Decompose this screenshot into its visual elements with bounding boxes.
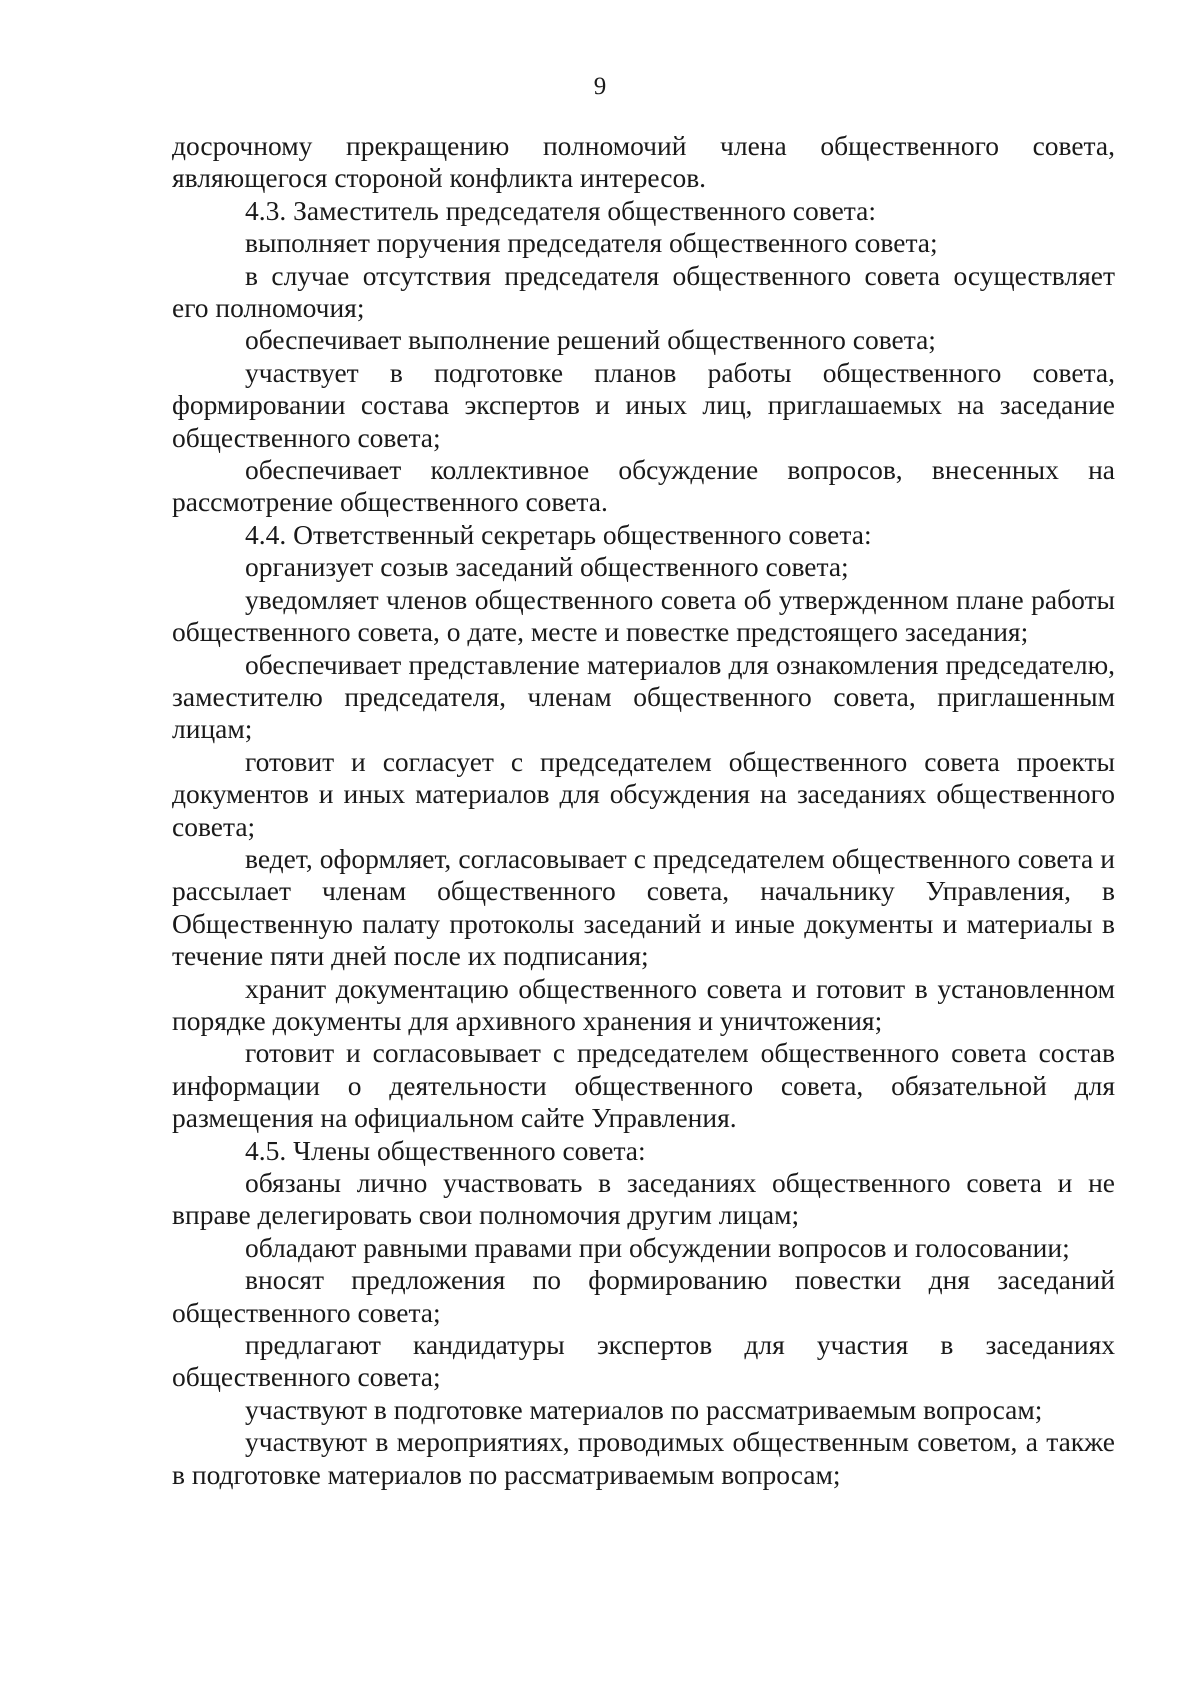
paragraph: обеспечивает коллективное обсуждение вопросов, внесенных на рассмотрение общественного совета. (172, 454, 1115, 518)
paragraph: готовит и согласовывает с председателем общественного совета состав информации о деятельности общественного совета, обязательной для размещения на официальном сайте Управления. (172, 1037, 1115, 1134)
page-number: 9 (593, 73, 607, 100)
paragraph: хранит документацию общественного совета и готовит в установленном порядке документы для архивного хранения и уничтожения; (172, 972, 1115, 1036)
paragraph: готовит и согласует с председателем общественного совета проекты документов и иных материалов для обсуждения на заседаниях общественного совета; (172, 745, 1115, 842)
paragraph: 4.4. Ответственный секретарь общественного совета: (245, 518, 872, 550)
paragraph: организует созыв заседаний общественного совета; (245, 551, 849, 583)
paragraph: участвуют в подготовке материалов по рассматриваемым вопросам; (245, 1393, 1043, 1425)
paragraph: выполняет поручения председателя общественного совета; (245, 227, 938, 259)
paragraph: обеспечивает выполнение решений общественного совета; (245, 324, 936, 356)
paragraph: вносят предложения по формированию повестки дня заседаний общественного совета; (172, 1264, 1115, 1328)
paragraph: 4.3. Заместитель председателя общественного совета: (245, 194, 876, 226)
paragraph: 4.5. Члены общественного совета: (245, 1134, 646, 1166)
paragraph: участвует в подготовке планов работы общественного совета, формировании состава экспертов и иных лиц, приглашаемых на заседание общественного совета; (172, 356, 1115, 453)
paragraph: уведомляет членов общественного совета об утвержденном плане работы общественного совета, о дате, месте и повестке предстоящего заседания; (172, 583, 1115, 648)
paragraph: обладают равными правами при обсуждении вопросов и голосовании; (245, 1231, 1070, 1263)
paragraph: ведет, оформляет, согласовывает с председателем общественного совета и рассылает членам общественного совета, начальнику Управления, в Общественную палату протоколы заседаний и иные документы и материалы в течение пяти дней после их подписания; (172, 842, 1115, 972)
paragraph: участвуют в мероприятиях, проводимых общественным советом, а также в подготовке материалов по рассматриваемым вопросам; (172, 1426, 1115, 1490)
paragraph: в случае отсутствия председателя общественного совета осуществляет его полномочия; (172, 259, 1115, 324)
paragraph: предлагают кандидатуры экспертов для участия в заседаниях общественного совета; (172, 1329, 1115, 1393)
paragraph: обеспечивает представление материалов для ознакомления председателю, заместителю председателя, членам общественного совета, приглашенным лицам; (172, 648, 1115, 745)
document-body (172, 130, 1115, 1491)
paragraph: обязаны лично участвовать в заседаниях общественного совета и не вправе делегировать свои полномочия другим лицам; (172, 1167, 1115, 1231)
paragraph: досрочному прекращению полномочий члена общественного совета, являющегося стороной конфликта интересов. (172, 130, 1115, 194)
